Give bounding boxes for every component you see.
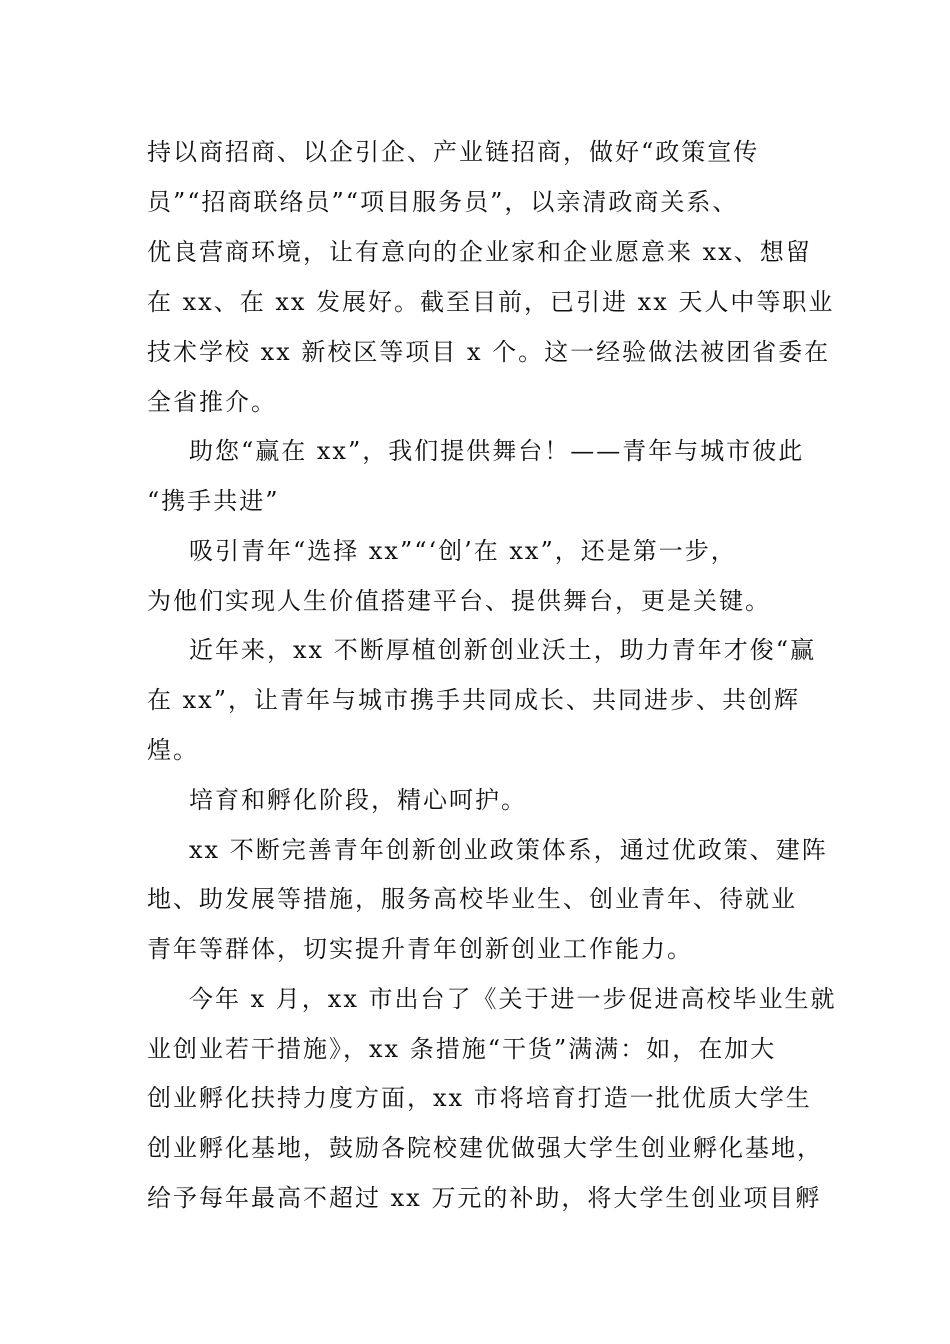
text-line: 地、助发展等措施，服务高校毕业生、创业青年、待就业 [147,885,797,913]
text-line: 员”“招商联络员”“项目服务员”，以亲清政商关系、 [147,188,739,216]
text-line: 青年等群体，切实提升青年创新创业工作能力。 [147,935,693,963]
text-line: “携手共进” [147,487,280,515]
text-line: 在 xx”，让青年与城市携手共同成长、共同进步、共创辉 [147,686,800,714]
text-line: 煌。 [147,736,199,764]
text-line: 持以商招商、以企引企、产业链招商，做好“政策宣传 [147,138,760,166]
text-line: 优良营商环境，让有意向的企业家和企业愿意来 xx、想留 [147,238,812,266]
text-line: 助您“赢在 xx”，我们提供舞台！——青年与城市彼此 [189,437,805,465]
text-line: 创业孵化基地，鼓励各院校建优做强大学生创业孵化基地， [147,1134,823,1162]
text-line: 为他们实现人生价值搭建平台、提供舞台，更是关键。 [147,587,771,615]
text-line: 近年来，xx 不断厚植创新创业沃土，助力青年才俊“赢 [189,636,816,664]
text-line: 在 xx、在 xx 发展好。截至目前，已引进 xx 天人中等职业 [147,288,835,316]
text-line: 给予每年最高不超过 xx 万元的补助，将大学生创业项目孵 [147,1184,822,1212]
text-line: xx 不断完善青年创新创业政策体系，通过优政策、建阵 [189,836,828,864]
text-line: 技术学校 xx 新校区等项目 x 个。这一经验做法被团省委在 [147,338,831,366]
text-line: 吸引青年“选择 xx”“‘创’在 xx”，还是第一步， [189,537,737,565]
text-line: 全省推介。 [147,388,277,416]
text-line: 创业孵化扶持力度方面，xx 市将培育打造一批优质大学生 [147,1084,812,1112]
text-line: 业创业若干措施》，xx 条措施“干货”满满：如，在加大 [147,1035,777,1063]
text-line: 今年 x 月，xx 市出台了《关于进一步促进高校毕业生就 [189,985,837,1013]
text-line: 培育和孵化阶段，精心呵护。 [189,786,527,814]
